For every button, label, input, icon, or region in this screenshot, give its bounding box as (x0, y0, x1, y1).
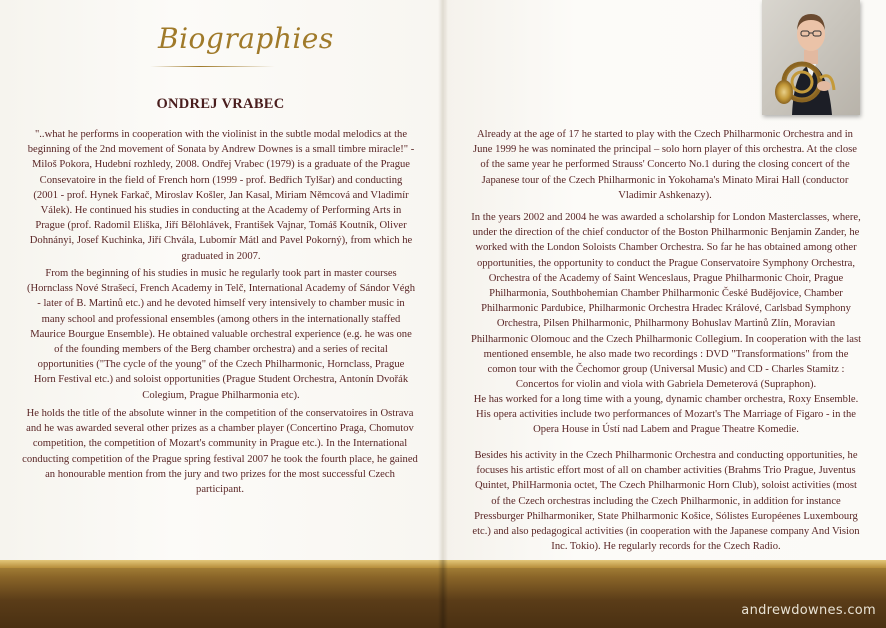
artist-photo (762, 0, 860, 115)
artist-name-heading: ONDREJ VRABEC (156, 96, 285, 112)
page-gutter (438, 0, 448, 575)
right-paragraph-4: Besides his activity in the Czech Philharmonic Orchestra and conducting opportunities, he focuses his artistic effort most of all on chamber activities (Brahms Trio Prague, Juventus Quintet, PhilHarmonia octet, The Czech Philharmonic Horn Club), soloist activities (most of the Czech orchestras including the Czech Philharmonic, in addition for instance Pressburger Philharmoniker, State Philharmonic Košice, Sólistes Européenes Luxembourg etc.) and also pedagogical activities (in cooperation with the Japanese company And Vision Inc. Tokio). He regularly records for the Czech Radio. (472, 450, 860, 553)
band-gutter-shadow (438, 560, 448, 628)
left-paragraph-1: "..what he performs in cooperation with the violinist in the subtle modal melodics at the beginning of the 2nd movement of Sonata by Andrew Downes is a small timbre miracle!" - Miloš Pokora, Hudební rozhledy, 2008. Ondřej Vrabec (1979) is a graduate of the Prague Consevatoire in the field of French horn (1999 - prof. Bedřich Tylšar) and conducting (2001 - prof. Hynek Farkač, Miroslav Košler, Jan Kasal, Miriam Němcová and Vladimír Válek). He continued his studies in conducting at the Academy of Performing Arts in Prague (prof. Radomil Eliška, Jiří Bělohlávek, František Vajnar, Tomáš Koutník, Oliver Dohnányi, Josef Kuchinka, Jiří Chvála, Lubomír Mátl and Pavel Pokorný), from which he graduated in 2007. (27, 129, 415, 262)
right-paragraph-3: He has worked for a long time with a young, dynamic chamber orchestra, Roxy Ensemble. His opera activities include two performances of Mozart's The Marriage of Figaro - in the Opera House in Ústí nad Labem and Prague Theatre Komedie. (473, 394, 859, 436)
site-watermark: andrewdownes.com (741, 603, 876, 618)
right-paragraph-1: Already at the age of 17 he started to play with the Czech Philharmonic Orchestra and in June 1999 he was nominated the principal – solo horn player of this orchestra. At the close of the same year he performed Strauss' Concerto No.1 during the closing concert of the Japanese tour of the Czech Philharmonic in Yokohama's Minato Mirai Hall (conductor Vladimir Ashkenazy). (473, 129, 857, 201)
left-paragraph-3: He holds the title of the absolute winner in the competition of the conservatoires in Ostrava and he was awarded several other prizes as a chamber player (Concertino Praga, Chomutov competition, the competition of Mozart's community in Prague etc.). In the International conducting competition of the Prague spring festival 2007 he took the fourth place, he gained an honourable mention from the jury and two prizes for the most successful Czech participant. (22, 408, 418, 496)
title-divider (150, 66, 275, 67)
portrait-with-horn-image (762, 0, 860, 115)
right-paragraph-2: In the years 2002 and 2004 he was awarded a scholarship for London Masterclasses, where, under the direction of the chief conductor of the Boston Philharmonic Benjamin Zander, he worked with the London Soloists Chamber Orchestra. So far he has obtained among other opportunities, the opportunity to conduct the Prague Conservatoire Symphony Orchestra, Orchestra of the Academy of Saint Wenceslaus, Prague Philharmonic Choir, Prague Philharmonia, Southbohemian Chamber Philharmonic České Budějovice, Chamber Philharmonic Pardubice, Philharmonic Orchestra Hradec Králové, Carlsbad Symphony Orchestra, Pilsen Philharmonic, Philharmony Bohuslav Martinů Zlín, Moravian Philharmonic Olomouc and the Czech Philharmonic Collegium. In cooperation with the last mentioned ensemble, he also made two recordings : DVD "Transformations" from the comon tour with the Čechomor group (Universal Music) and CD - Charles Stamitz : Concertos for violin and viola with Gabriela Demeterová (Supraphon). (470, 212, 862, 391)
left-paragraph-2: From the beginning of his studies in music he regularly took part in master courses (Hornclass Nové Strašecí, French Academy in Telč, International Academy of Sándor Végh - later of B. Martinů etc.) and he devoted himself very intensively to chamber music in many school and professional ensembles (among others in the internationally staffed Maurice Bourgue Ensemble). He obtained valuable orchestral experience (e.g. he was one of the founding members of the Berg chamber orchestra) and a series of recital opportunities ("The cycle of the young" of the Czech Philharmonic, Hornclass, Prague Horn Festival etc.) and soloist opportunities (Prague Student Orchestra, Antonín Dvořák Colegium, Prague Philharmonia etc). (26, 268, 416, 401)
page-title: Biographies (158, 22, 334, 55)
